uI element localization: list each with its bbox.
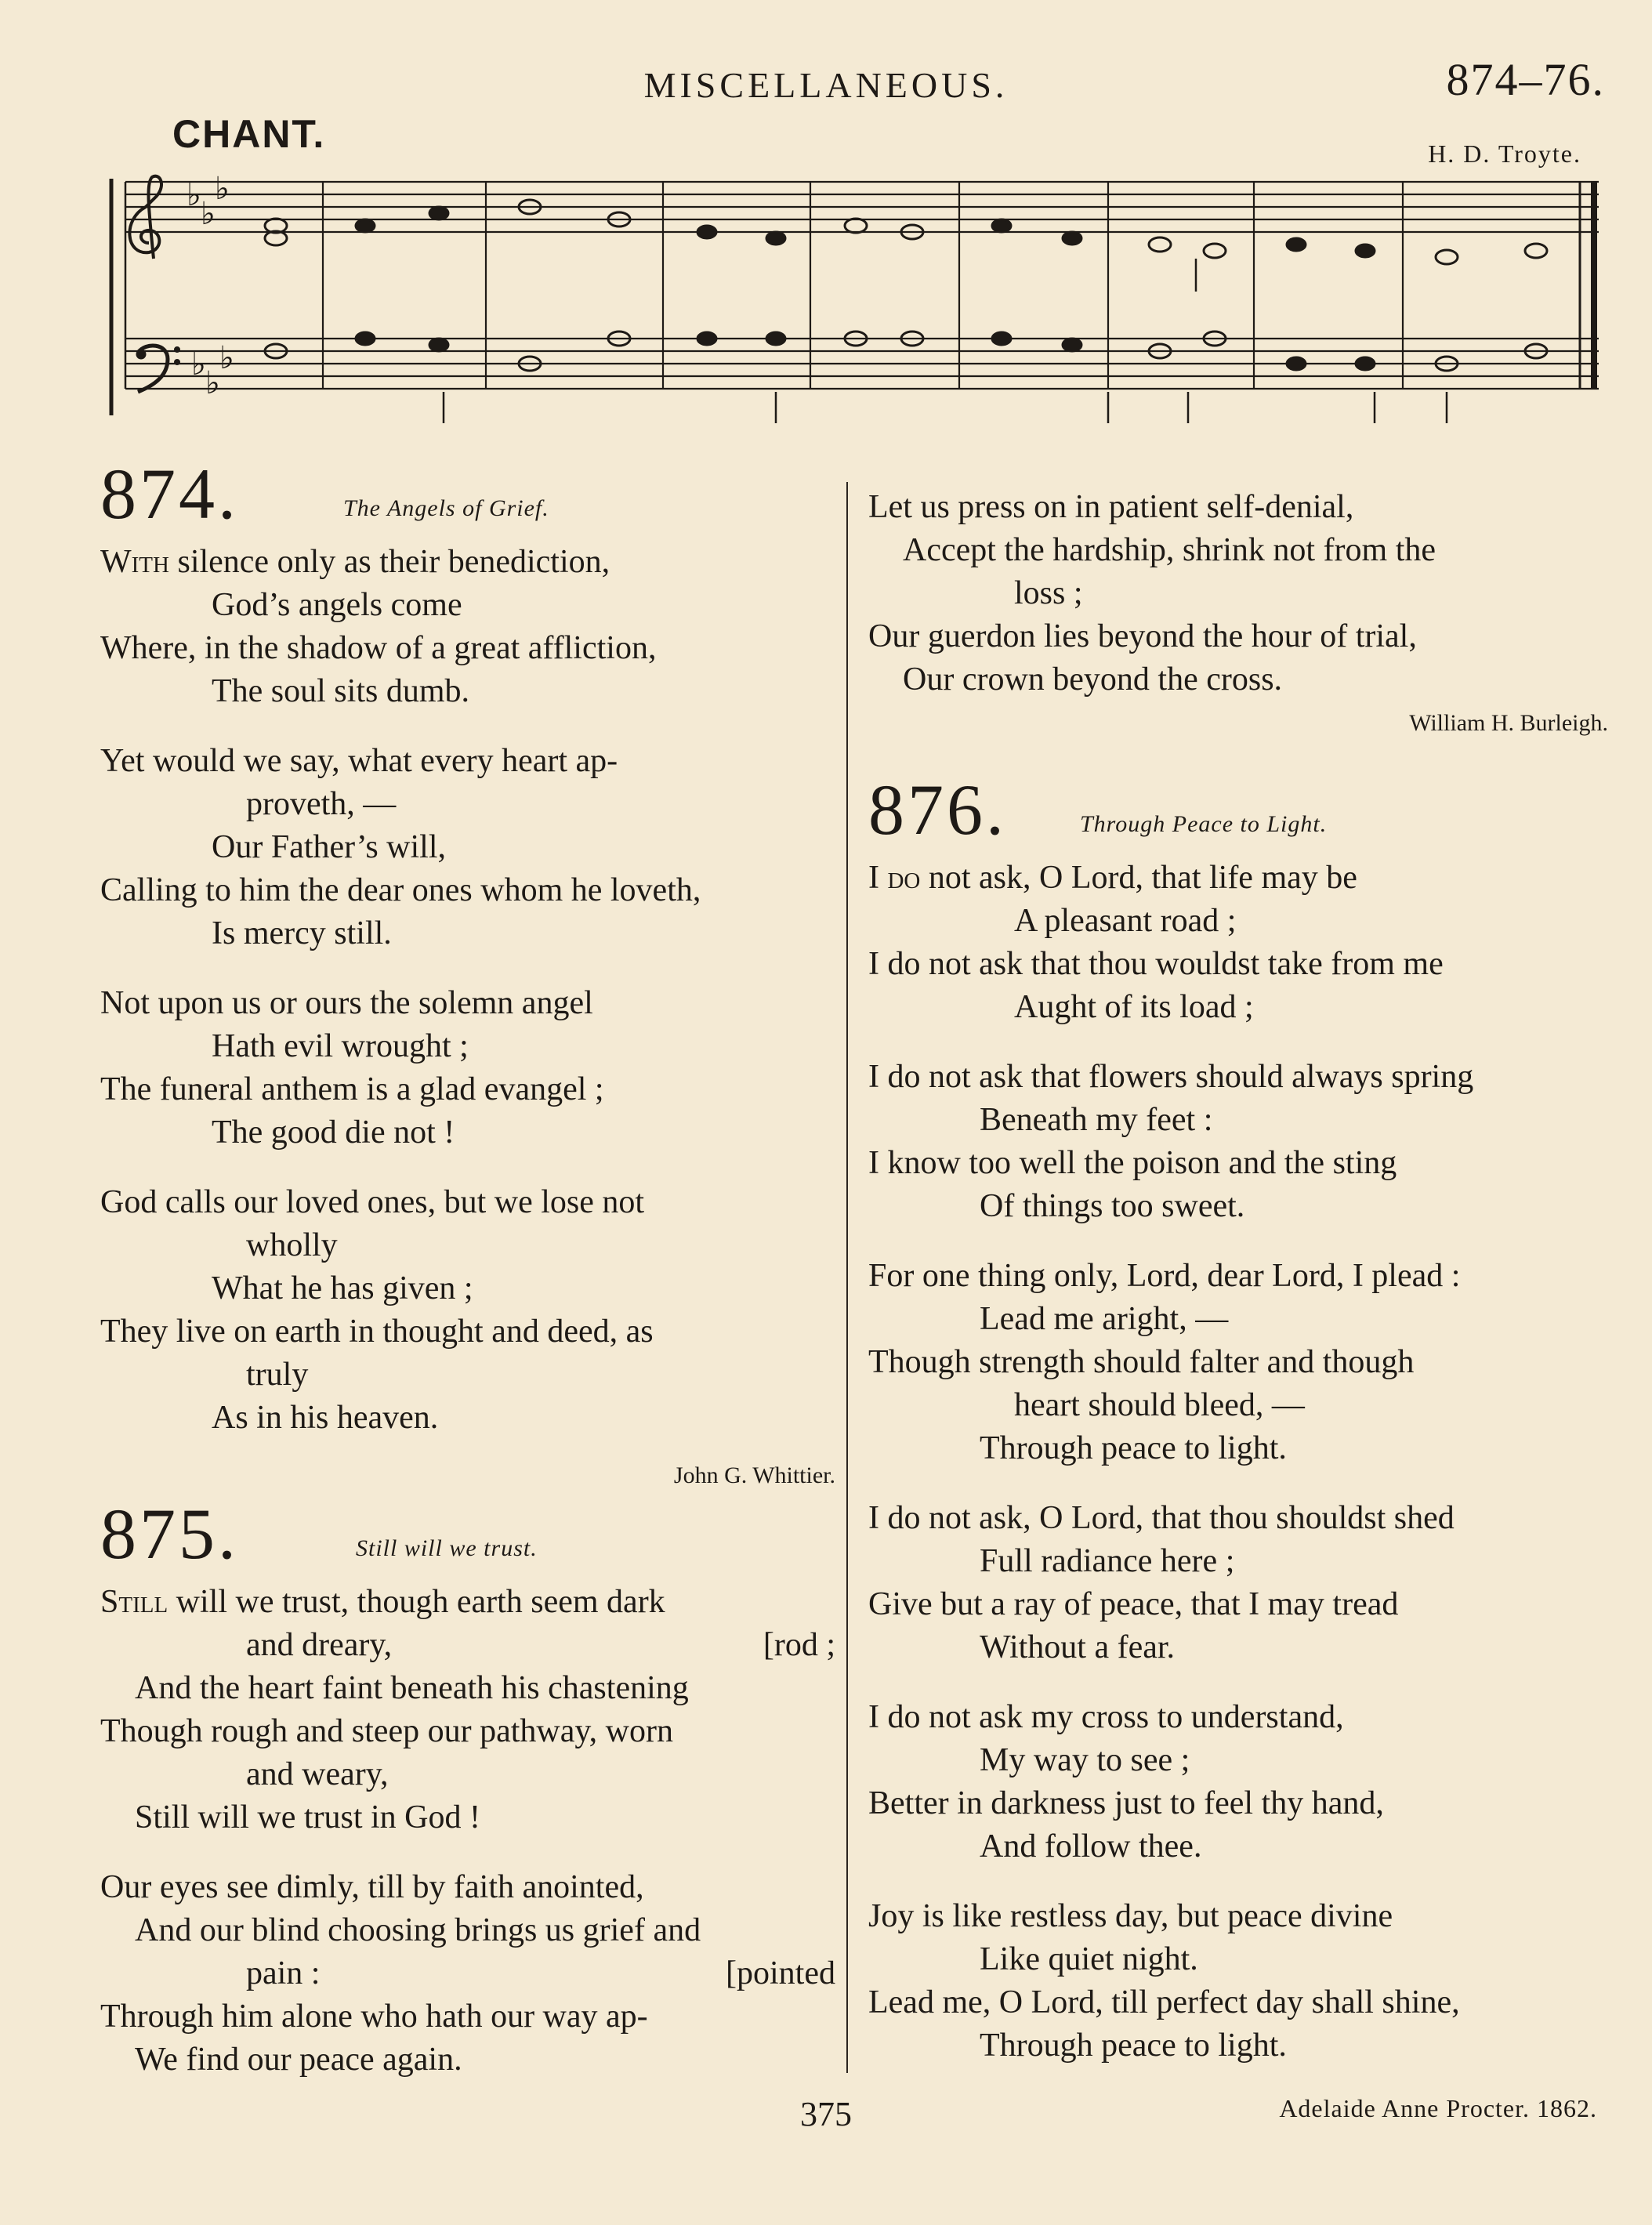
stanza (100, 982, 835, 1154)
verse-text: I know too well the poison and the sting (868, 1145, 1397, 1181)
verse-text: Our Father’s will, (212, 829, 447, 865)
verse-text: Full radiance here ; (980, 1543, 1235, 1579)
bass-staff (125, 339, 1599, 389)
verse-text: I do not ask that flowers should always spring (868, 1059, 1474, 1095)
right-column (868, 486, 1608, 2094)
hymn-876-stanzas (868, 857, 1608, 2067)
verse-line (100, 1224, 835, 1267)
verse-line (100, 1310, 835, 1353)
verse-text: Though strength should falter and though (868, 1344, 1415, 1380)
verse-text: Hath evil wrought ; (212, 1028, 469, 1064)
verse-line (868, 1142, 1608, 1185)
verse-text: And our blind choosing brings us grief and (135, 1912, 701, 1948)
svg-text:♭: ♭ (201, 196, 216, 232)
stanza (868, 1497, 1608, 1669)
bass-clef (136, 346, 180, 392)
verse-line (868, 1626, 1608, 1669)
page-range: 874–76. (1446, 54, 1605, 105)
verse-text: Where, in the shadow of a great affliction, (100, 630, 657, 666)
stanza (868, 1255, 1608, 1470)
verse-line (100, 1866, 835, 1909)
verse-text: Yet would we say, what every heart ap- (100, 743, 618, 779)
verse-line (868, 1427, 1608, 1470)
verse-text: and weary, (246, 1756, 389, 1792)
treble-staff (125, 182, 1599, 232)
treble-clef (129, 176, 161, 259)
hymn-author: John G. Whittier. (673, 1462, 835, 1488)
verse-text: truly (246, 1357, 309, 1393)
verse-line (868, 857, 1608, 900)
svg-text:♭: ♭ (191, 346, 206, 382)
hymn-875 (100, 1495, 835, 2082)
stanza (868, 486, 1608, 701)
column-divider (846, 482, 848, 2073)
stanza (100, 740, 835, 955)
verse-text: wholly (246, 1227, 338, 1263)
hymn-875-continuation (868, 486, 1608, 701)
verse-line (868, 486, 1608, 529)
verse-text: The good die not ! (212, 1114, 455, 1151)
verse-text: Of things too sweet. (980, 1188, 1245, 1224)
stanza (100, 1581, 835, 1839)
verse-line (868, 1185, 1608, 1228)
turnover-bracket: [pointed (726, 1955, 835, 1991)
hymn-875-stanzas (100, 1581, 835, 2082)
running-title: MISCELLANEOUS. (643, 65, 1009, 105)
verse-line (100, 541, 835, 584)
verse-text: I do not ask my cross to understand, (868, 1699, 1344, 1735)
verse-text: Still will we trust in God ! (135, 1799, 480, 1835)
verse-line (868, 572, 1608, 615)
svg-text:♭: ♭ (205, 365, 220, 401)
hymn-876 (868, 770, 1608, 2067)
music-score (0, 157, 1652, 455)
verse-line (868, 529, 1608, 572)
verse-line (868, 1341, 1608, 1384)
verse-line (100, 1397, 835, 1440)
stanza (100, 541, 835, 713)
verse-line (100, 982, 835, 1025)
verse-text: Our crown beyond the cross. (903, 661, 1283, 698)
verse-text: We find our peace again. (135, 2042, 462, 2078)
verse-text: A pleasant road ; (1014, 903, 1237, 939)
svg-text:♭: ♭ (215, 171, 230, 207)
hymn-title: The Angels of Grief. (343, 495, 549, 521)
stanza (868, 1895, 1608, 2067)
verse-line (868, 1696, 1608, 1739)
verse-line (100, 1995, 835, 2038)
verse-line (100, 1068, 835, 1111)
verse-text: proveth, — (246, 786, 397, 822)
verse-line (100, 869, 835, 912)
verse-text: They live on earth in thought and deed, as (100, 1314, 654, 1350)
note-stems (444, 259, 1447, 423)
verse-line (100, 1710, 835, 1753)
verse-text: Lead me aright, — (980, 1301, 1229, 1337)
verse-text: Accept the hardship, shrink not from the (903, 532, 1436, 568)
verse-initial-word: Still (100, 1584, 168, 1620)
verse-text: Through him alone who hath our way ap- (100, 1999, 648, 2035)
verse-line (100, 1667, 835, 1710)
hymn-heading (100, 1495, 835, 1581)
verse-text: pain : (246, 1955, 321, 1991)
verse-text: I do not ask that thou wouldst take from me (868, 946, 1444, 982)
verse-line (100, 1181, 835, 1224)
key-signatures (187, 171, 234, 401)
stanza (868, 857, 1608, 1029)
stanza (100, 1181, 835, 1440)
verse-line (100, 912, 835, 955)
verse-text: God calls our loved ones, but we lose not (100, 1184, 645, 1220)
hymn-heading (868, 770, 1608, 857)
verse-line (100, 783, 835, 826)
verse-text: Not upon us or ours the solemn angel (100, 985, 593, 1021)
barlines (323, 182, 1594, 389)
verse-text: silence only as their benediction, (168, 544, 610, 580)
verse-text: God’s angels come (212, 587, 462, 623)
verse-line (868, 1938, 1608, 1981)
system-brace (111, 179, 125, 415)
verse-text: Through peace to light. (980, 2028, 1287, 2064)
left-column (100, 455, 835, 2108)
verse-text: I do not ask, O Lord, that thou shouldst shed (868, 1500, 1455, 1536)
verse-text: not ask, O Lord, that life may be (920, 860, 1357, 896)
verse-line (868, 1739, 1608, 1782)
verse-text: Like quiet night. (980, 1941, 1198, 1977)
verse-text: Calling to him the dear ones whom he loveth, (100, 872, 701, 908)
verse-text: And the heart faint beneath his chastening (135, 1670, 689, 1706)
verse-line (100, 826, 835, 869)
verse-line (100, 1952, 835, 1995)
verse-line (868, 615, 1608, 658)
verse-line (868, 1583, 1608, 1626)
verse-text: For one thing only, Lord, dear Lord, I plead : (868, 1258, 1461, 1294)
verse-line (868, 1497, 1608, 1540)
verse-text: My way to see ; (980, 1742, 1190, 1778)
verse-text: The soul sits dumb. (212, 673, 470, 709)
verse-text: Let us press on in patient self-denial, (868, 489, 1354, 525)
verse-line (100, 1909, 835, 1952)
verse-text: Beneath my feet : (980, 1102, 1213, 1138)
verse-line (100, 1267, 835, 1310)
verse-text: heart should bleed, — (1014, 1387, 1305, 1423)
hymn-number: 874. (100, 454, 239, 534)
verse-line (100, 1753, 835, 1796)
hymn-heading (100, 455, 835, 541)
verse-line (100, 740, 835, 783)
verse-text: Our eyes see dimly, till by faith anointed, (100, 1869, 644, 1905)
verse-text: Without a fear. (980, 1629, 1176, 1665)
svg-text:♭: ♭ (219, 340, 234, 376)
hymn-title: Still will we trust. (356, 1535, 538, 1561)
verse-line (100, 1624, 835, 1667)
verse-initial-word: With (100, 544, 169, 580)
verse-text: Is mercy still. (212, 915, 392, 951)
verse-line (100, 627, 835, 670)
verse-line (100, 670, 835, 713)
verse-text: Lead me, O Lord, till perfect day shall shine, (868, 1984, 1460, 2020)
verse-line (868, 1825, 1608, 1868)
verse-line (100, 1796, 835, 1839)
verse-line (868, 1981, 1608, 2024)
verse-line (100, 1353, 835, 1397)
verse-line (868, 986, 1608, 1029)
verse-text: Better in darkness just to feel thy hand, (868, 1785, 1384, 1821)
hymn-875-continued (868, 486, 1608, 739)
verse-text: What he has given ; (212, 1270, 473, 1306)
verse-line (100, 2038, 835, 2082)
verse-text: Through peace to light. (980, 1430, 1287, 1466)
verse-line (868, 1782, 1608, 1825)
hymn-number: 876. (868, 770, 1007, 850)
hymn-title: Through Peace to Light. (1080, 811, 1328, 837)
verse-line (868, 900, 1608, 943)
verse-initial-word: I do (868, 860, 921, 896)
stanza (868, 1696, 1608, 1868)
verse-line (868, 1255, 1608, 1298)
verse-text: and dreary, (246, 1627, 393, 1663)
verse-line (100, 1581, 835, 1624)
turnover-bracket: [rod ; (763, 1627, 835, 1663)
verse-line (868, 1540, 1608, 1583)
verse-text: As in his heaven. (212, 1400, 439, 1436)
verse-line (868, 1298, 1608, 1341)
verse-line (868, 2024, 1608, 2067)
stanza (868, 1056, 1608, 1228)
verse-text: will we trust, though earth seem dark (168, 1584, 665, 1620)
verse-line (868, 1056, 1608, 1099)
tune-name: CHANT. (172, 112, 326, 156)
svg-text:♭: ♭ (187, 177, 201, 213)
verse-line (868, 658, 1608, 701)
hymn-number: 875. (100, 1494, 239, 1574)
verse-line (868, 943, 1608, 986)
verse-text: loss ; (1014, 575, 1083, 611)
verse-line (868, 1384, 1608, 1427)
verse-line (868, 1099, 1608, 1142)
verse-text: And follow thee. (980, 1828, 1202, 1864)
verse-line (100, 584, 835, 627)
verse-line (100, 1111, 835, 1154)
verse-text: Our guerdon lies beyond the hour of trial, (868, 618, 1417, 654)
hymn-876-author: Adelaide Anne Procter. 1862. (1279, 2094, 1597, 2122)
stanza (100, 1866, 835, 2082)
verse-text: Joy is like restless day, but peace divine (868, 1898, 1393, 1934)
verse-text: Give but a ray of peace, that I may tread (868, 1586, 1399, 1622)
hymn-author: William H. Burleigh. (1409, 710, 1608, 736)
verse-line (868, 1895, 1608, 1938)
verse-text: Aught of its load ; (1014, 989, 1254, 1025)
noteheads (265, 200, 1547, 371)
hymn-874 (100, 455, 835, 1491)
page-number: 375 (800, 2095, 852, 2133)
composer: H. D. Troyte. (1428, 140, 1581, 168)
verse-line (100, 1025, 835, 1068)
verse-text: The funeral anthem is a glad evangel ; (100, 1071, 604, 1107)
hymn-874-stanzas (100, 541, 835, 1440)
verse-text: Though rough and steep our pathway, worn (100, 1713, 673, 1749)
